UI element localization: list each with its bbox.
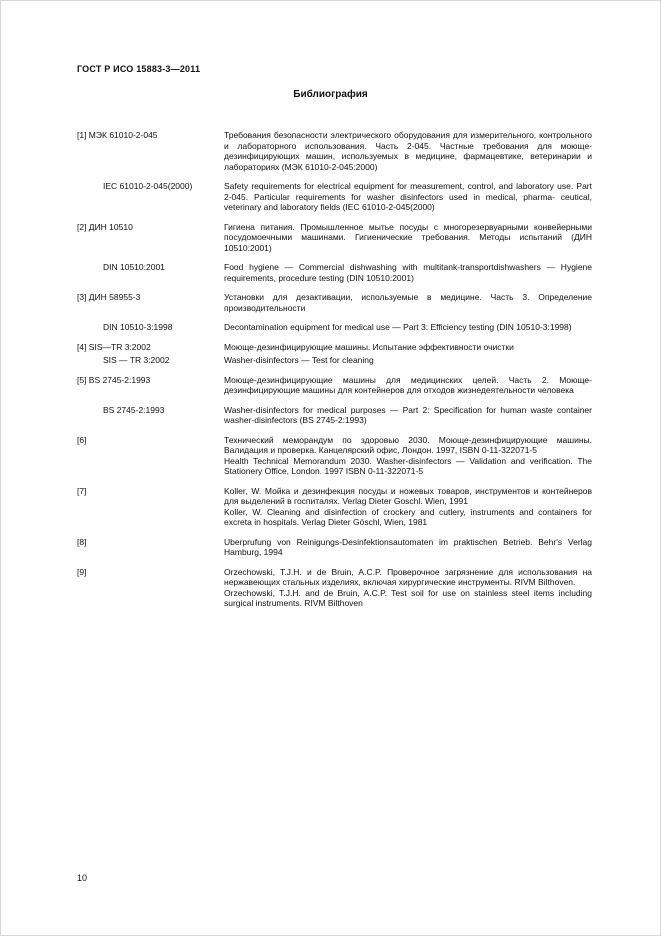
entry-paragraph: Uberprufung von Reinigungs-Desinfektionsautomaten im praktischen Betrieb. Behr's Verlag Hamburg, 1994: [224, 536, 592, 557]
entry-text: [224, 181, 592, 213]
entry-paragraph: Washer-disinfectors — Test for cleaning: [224, 355, 374, 365]
entry-paragraph: Гигиена питания. Промышленное мытье посуды с многорезервуарными конвейерными посудомоечными машинами. Гигиенические требования. Методы испытаний (ДИН 10510:2001): [224, 221, 592, 253]
bibliography-entry: [77, 222, 592, 254]
entry-label: BS 2745-2:1993: [103, 404, 165, 415]
bibliography-entry: [77, 342, 592, 353]
entry-label: [7]: [77, 485, 87, 496]
entry-label: [1] МЭК 61010-2-045: [77, 130, 158, 140]
entry-label: [6]: [77, 434, 87, 445]
entry-label: [2] ДИН 10510: [77, 221, 133, 232]
entry-paragraph: Orzechowski, T.J.H. и de Bruin, A.C.P. Проверочное загрязнение для использования на нержавеющих стальных изделиях, включая хирургические инструменты. RIVM Bilthoven.: [224, 566, 592, 587]
entry-paragraph: Моюще-дезинфицирующие машины для медицинских целей. Часть 2. Моюще-дезинфицирующие машины для контейнеров для отходов жизнедеятельности человека: [224, 374, 592, 395]
bibliography-entry: [77, 262, 592, 283]
entry-text: [224, 130, 592, 172]
entry-text: [224, 342, 592, 353]
entry-paragraph: Safety requirements for electrical equipment for measurement, control, and laboratory use. Part 2-045. Particular requirements for washer disinfectors used in medical, pharma- ceutical, veterinary and laboratory fields (IEC 61010-2-045(2000): [224, 181, 592, 212]
entry-paragraph: Моюще-дезинфицирующие машины. Испытание эффективности очистки: [224, 341, 514, 352]
entry-paragraph: Food hygiene — Commercial dishwashing with multitank-transportdishwashers — Hygiene requirements, procedure testing (DIN 10510:2001): [224, 262, 592, 283]
bibliography-entry: [77, 355, 592, 366]
bibliography-list: [77, 130, 592, 609]
bibliography-entry: [77, 292, 592, 313]
entry-text: [224, 222, 592, 254]
bibliography-entry: [77, 537, 592, 558]
entry-label: [4] SIS—TR 3:2002: [77, 341, 151, 352]
entry-paragraph: Установки для дезактивации, используемые в медицине. Часть 3. Определение производительности: [224, 292, 592, 313]
entry-label: SIS — TR 3:2002: [103, 355, 170, 365]
entry-label: [5] BS 2745-2:1993: [77, 374, 151, 385]
entry-text: [224, 292, 592, 313]
bibliography-entry: [77, 375, 592, 396]
entry-paragraph: Технический меморандум по здоровью 2030. Моюще-дезинфицирующие машины. Валидация и проверка. Канцелярский офис, Лондон. 1997, ISBN 0-11-322071-5: [224, 434, 592, 455]
entry-label: [3] ДИН 58955-3: [77, 292, 141, 302]
entry-paragraph: Требования безопасности электрического оборудования для измерительного, контрольного и лабораторного использования. Часть 2-045. Частные требования для моюще-дезинфицирующих машин, используемых в медицине, фармацевтике, ветеринарии и лабораториях (МЭК 61010-2-045:2000): [224, 130, 592, 172]
entry-label: [9]: [77, 566, 87, 577]
bibliography-entry: [77, 405, 592, 426]
bibliography-entry: [77, 130, 592, 172]
entry-paragraph: Koller, W. Cleaning and disinfection of crockery and cutlery, instruments and containers for excreta in hospitals. Verlag Dieter Göschl, Wien, 1981: [224, 506, 592, 527]
entry-text: [224, 486, 592, 528]
entry-text: [224, 322, 592, 333]
bibliography-entry: [77, 181, 592, 213]
entry-paragraph: Health Technical Memorandum 2030. Washer-disinfectors — Validation and verification. The Stationery Office, London. 1997 ISBN 0-11-322071-5: [224, 455, 592, 476]
entry-text: [224, 262, 592, 283]
entry-text: [224, 405, 592, 426]
entry-text: [224, 435, 592, 477]
entry-label: DIN 10510-3:1998: [103, 322, 173, 332]
entry-paragraph: Decontamination equipment for medical use — Part 3: Efficiency testing (DIN 10510-3:1998): [224, 322, 572, 332]
entry-paragraph: Washer-disinfectors for medical purposes — Part 2: Specification for human waste container washer-disinfectors (BS 2745-2:1993): [224, 404, 592, 425]
bibliography-entry: [77, 435, 592, 477]
entry-text: [224, 355, 592, 366]
entry-text: [224, 375, 592, 396]
entry-label: IEC 61010-2-045(2000): [103, 181, 193, 191]
page-number: 10: [77, 873, 88, 883]
section-title: Библиография: [293, 89, 368, 100]
entry-text: [224, 537, 592, 558]
running-header: ГОСТ Р ИСО 15883-3—2011: [77, 64, 201, 74]
bibliography-entry: [77, 322, 592, 333]
entry-text: [224, 567, 592, 609]
bibliography-entry: [77, 567, 592, 609]
entry-label: [8]: [77, 536, 87, 547]
entry-paragraph: Koller, W. Мойка и дезинфекция посуды и ножевых товаров, инструментов и контейнеров для выделений в госпиталях. Verlag Dieter Goschl. Wien, 1991: [224, 485, 592, 506]
entry-label: DIN 10510:2001: [103, 262, 165, 272]
bibliography-entry: [77, 486, 592, 528]
entry-paragraph: Orzechowski, T.J.H. and de Bruin, A.C.P. Test soil for use on stainless steel items including surgical instruments. RIVM Bilthoven: [224, 587, 592, 608]
